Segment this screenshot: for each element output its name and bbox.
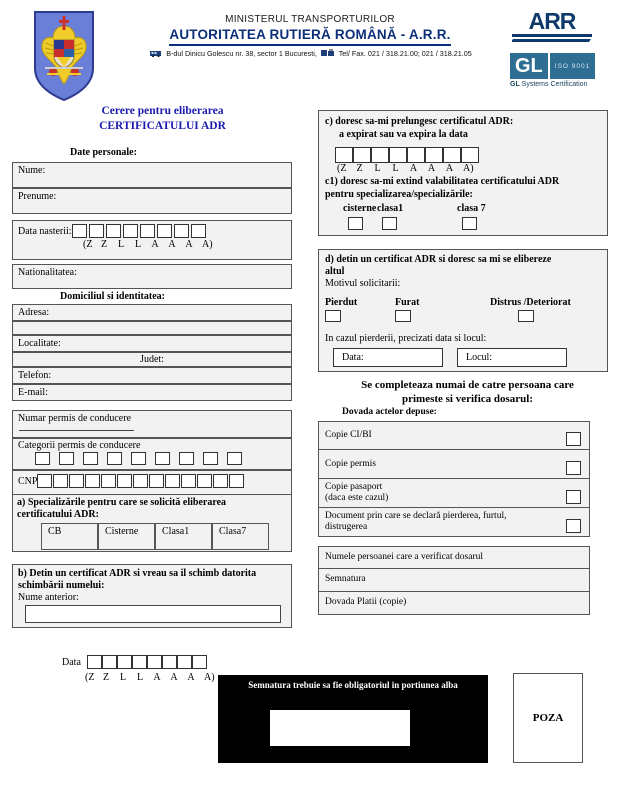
section-c1-option-checkbox[interactable] xyxy=(348,217,363,230)
form-title-line2: CERTIFICATULUI ADR xyxy=(99,120,226,132)
nume-label: Nume: xyxy=(18,165,46,176)
section-c-date-box[interactable] xyxy=(353,147,371,163)
section-d-option-label: Furat xyxy=(395,297,420,308)
verifier-row[interactable]: Semnatura xyxy=(318,569,590,592)
nationalitatea-label: Nationalitatea: xyxy=(18,267,77,278)
verifier-row[interactable]: Dovada Platii (copie) xyxy=(318,592,590,615)
judet-label: Judet: xyxy=(140,354,164,365)
footer-date-block xyxy=(62,655,207,669)
field-judet[interactable] xyxy=(12,352,292,367)
document-checkbox[interactable] xyxy=(566,490,581,504)
document-row[interactable] xyxy=(318,450,590,479)
section-c1-option[interactable] xyxy=(377,203,457,235)
document-label: Copie pasaport (daca este cazul) xyxy=(325,482,389,503)
field-adresa[interactable] xyxy=(12,304,292,321)
motivul-label: Motivul solicitarii: xyxy=(325,278,401,289)
contact-line xyxy=(120,49,500,59)
section-d-option-checkbox[interactable] xyxy=(395,310,411,322)
footer-date-box[interactable] xyxy=(147,655,162,669)
footer-date-format-char: A xyxy=(187,672,195,683)
date-format-char: A) xyxy=(202,239,213,250)
section-a-heading-line1: a) Specializările pentru care se solicită eliberarea xyxy=(17,497,227,508)
specialization-cell[interactable]: Cisterne xyxy=(98,523,155,550)
section-a-specializations-table[interactable] xyxy=(41,523,291,550)
document-row[interactable] xyxy=(318,479,590,508)
section-c1-option-checkbox[interactable] xyxy=(462,217,477,230)
romania-coat-of-arms-icon xyxy=(33,10,95,102)
section-a-heading-line2: certificatului ADR: xyxy=(17,509,99,520)
section-c-date-boxes[interactable] xyxy=(335,147,607,163)
footer-date-format-char: (Z xyxy=(85,672,95,683)
numar-permis-label: Numar permis de conducere xyxy=(18,413,132,424)
categorii-permis-label: Categorii permis de conducere xyxy=(18,440,141,451)
section-d-line2: altul xyxy=(325,266,345,277)
date-box[interactable] xyxy=(89,224,104,238)
document-label: Copie CI/BI xyxy=(325,430,372,440)
cnp-label: CNP xyxy=(18,475,38,487)
date-box[interactable] xyxy=(191,224,206,238)
office-heading-line1: Se completeaza numai de catre persoana care xyxy=(361,379,574,391)
field-email[interactable] xyxy=(12,384,292,401)
date-format-char: L xyxy=(134,239,142,250)
field-adresa-line2[interactable] xyxy=(12,321,292,335)
section-c1-option[interactable] xyxy=(343,203,377,235)
section-c1-options[interactable] xyxy=(319,203,607,235)
telefon-label: Telefon: xyxy=(18,370,52,381)
section-c1-option-checkbox[interactable] xyxy=(382,217,397,230)
cnp-boxes[interactable] xyxy=(37,474,244,488)
date-format-char: Z xyxy=(100,239,108,250)
specialization-cell[interactable]: CB xyxy=(41,523,98,550)
document-label: Document prin care se declară pierderea, furtul, distrugerea xyxy=(325,511,507,532)
photo-placeholder[interactable]: POZA xyxy=(513,673,583,763)
header-text-block xyxy=(120,14,500,59)
nume-anterior-input[interactable] xyxy=(25,605,281,623)
cnp-digit-box[interactable] xyxy=(149,474,164,488)
date-box[interactable] xyxy=(72,224,87,238)
data-nasterii-boxes[interactable] xyxy=(72,224,206,238)
cnp-digit-box[interactable] xyxy=(229,474,244,488)
loss-locul-input[interactable]: Locul: xyxy=(457,348,567,367)
section-c-format-char: A xyxy=(427,163,436,174)
field-prenume[interactable] xyxy=(12,188,292,214)
footer-date-label: Data xyxy=(62,656,81,668)
footer-date-box[interactable] xyxy=(87,655,102,669)
arr-logo xyxy=(512,10,592,44)
footer-date-box[interactable] xyxy=(132,655,147,669)
section-d-option-checkbox[interactable] xyxy=(325,310,341,322)
categorie-checkbox[interactable] xyxy=(131,452,146,465)
section-b xyxy=(12,564,292,628)
signature-white-area[interactable] xyxy=(270,710,410,746)
footer-date-format-char: A xyxy=(153,672,161,683)
date-box[interactable] xyxy=(140,224,155,238)
section-c-format-char: A) xyxy=(463,163,474,174)
data-nasterii-format-hint xyxy=(83,239,291,250)
section-c-date-box[interactable] xyxy=(461,147,479,163)
section-c-date-box[interactable] xyxy=(389,147,407,163)
field-nationalitatea[interactable] xyxy=(12,264,292,289)
cnp-digit-box[interactable] xyxy=(213,474,228,488)
categorie-checkbox[interactable] xyxy=(179,452,194,465)
footer-date-format-char: L xyxy=(119,672,127,683)
section-b-heading-line1: b) Detin un certificat ADR si vreau sa il schimb datorita xyxy=(18,568,257,579)
form-header xyxy=(0,0,620,100)
gl-logo-text: GL xyxy=(510,53,548,79)
date-box[interactable] xyxy=(157,224,172,238)
section-c-format-char: L xyxy=(392,163,399,174)
office-heading-line2: primeste si verifica dosarul: xyxy=(401,393,534,405)
verifier-rows[interactable] xyxy=(318,546,590,615)
categorie-checkbox[interactable] xyxy=(203,452,218,465)
loss-data-input[interactable]: Data: xyxy=(333,348,443,367)
gl-caption-rest: Systems Certification xyxy=(519,81,588,88)
gl-logo-caption xyxy=(510,81,598,88)
prenume-label: Prenume: xyxy=(18,191,57,202)
date-format-char: A xyxy=(168,239,176,250)
email-label: E-mail: xyxy=(18,387,48,398)
categorie-checkbox[interactable] xyxy=(83,452,98,465)
document-checkbox[interactable] xyxy=(566,519,581,533)
categorie-checkbox[interactable] xyxy=(35,452,50,465)
personal-data-heading: Date personale: xyxy=(70,147,137,158)
footer-date-box[interactable] xyxy=(162,655,177,669)
ministry-name: MINISTERUL TRANSPORTURILOR xyxy=(225,14,395,25)
loss-note: In cazul pierderii, precizati data si locul: xyxy=(325,333,487,344)
section-d-option[interactable] xyxy=(395,297,490,327)
cnp-digit-box[interactable] xyxy=(117,474,132,488)
documents-checklist[interactable] xyxy=(318,421,590,537)
categorie-checkbox[interactable] xyxy=(227,452,242,465)
date-format-char: A xyxy=(185,239,193,250)
data-nasterii-label: Data nasterii: xyxy=(18,225,72,237)
field-cnp[interactable] xyxy=(12,470,292,495)
section-c-line2: a expirat sau va expira la data xyxy=(339,129,468,140)
section-c-date-box[interactable] xyxy=(443,147,461,163)
arr-logo-swoosh xyxy=(512,38,592,44)
numar-permis-input-line[interactable] xyxy=(19,424,134,431)
field-data-nasterii[interactable] xyxy=(12,220,292,260)
cnp-digit-box[interactable] xyxy=(37,474,52,488)
section-c1-option-label: clasa1 xyxy=(377,203,404,214)
cnp-digit-box[interactable] xyxy=(53,474,68,488)
categorii-checkbox-row[interactable] xyxy=(35,452,291,465)
gl-iso-text: ISO 9001 xyxy=(550,53,595,79)
office-subheading: Dovada actelor depuse: xyxy=(342,407,437,417)
section-c1-line1: c1) doresc sa-mi extind valabilitatea certificatului ADR xyxy=(325,176,560,187)
document-row[interactable] xyxy=(318,421,590,450)
section-c-date-format-hint xyxy=(337,163,607,174)
gl-certification-logo xyxy=(510,53,598,88)
section-c-format-char: Z xyxy=(356,163,363,174)
building-icon xyxy=(150,49,162,59)
authority-name: AUTORITATEA RUTIERĂ ROMÂNĂ - A.R.R. xyxy=(169,27,450,46)
categorie-checkbox[interactable] xyxy=(107,452,122,465)
section-c-date-box[interactable] xyxy=(335,147,353,163)
section-d-option[interactable] xyxy=(490,297,600,327)
arr-logo-rule xyxy=(512,34,592,37)
document-label: Copie permis xyxy=(325,458,376,469)
section-c-date-box[interactable] xyxy=(407,147,425,163)
verifier-row[interactable]: Numele persoanei care a verificat dosarul xyxy=(318,546,590,569)
address-text: B-dul Dinicu Golescu nr. 38, sector 1 Bucuresti, xyxy=(166,49,317,58)
section-c-line1: c) doresc sa-mi prelungesc certificatul ADR: xyxy=(325,116,514,127)
footer-date-format-char: Z xyxy=(102,672,110,683)
section-c1-option[interactable] xyxy=(457,203,542,235)
footer-date-box[interactable] xyxy=(102,655,117,669)
form-title-line1: Cerere pentru eliberarea xyxy=(101,105,224,117)
cnp-digit-box[interactable] xyxy=(165,474,180,488)
document-checkbox[interactable] xyxy=(566,432,581,446)
adresa-label: Adresa: xyxy=(18,307,50,318)
date-format-char: L xyxy=(117,239,125,250)
section-d-option-label: Distrus /Deteriorat xyxy=(490,297,571,308)
specialization-cell[interactable]: Clasa1 xyxy=(155,523,212,550)
signature-notice: Semnatura trebuie sa fie obligatoriul in portiunea alba xyxy=(248,680,458,690)
nume-anterior-label: Nume anterior: xyxy=(18,592,79,603)
date-box[interactable] xyxy=(123,224,138,238)
field-telefon[interactable] xyxy=(12,367,292,384)
cnp-digit-box[interactable] xyxy=(85,474,100,488)
section-c-date-box[interactable] xyxy=(425,147,443,163)
section-c-format-char: (Z xyxy=(337,163,347,174)
document-row[interactable] xyxy=(318,508,590,537)
phone-fax-icon xyxy=(321,49,335,59)
field-localitate[interactable] xyxy=(12,335,292,352)
date-box[interactable] xyxy=(174,224,189,238)
footer-date-box[interactable] xyxy=(192,655,207,669)
section-a xyxy=(12,494,292,552)
specialization-cell[interactable]: Clasa7 xyxy=(212,523,269,550)
section-c1-option-label: clasa 7 xyxy=(457,203,486,214)
office-section-heading xyxy=(330,378,605,417)
section-c-format-char: A xyxy=(409,163,418,174)
categorie-checkbox[interactable] xyxy=(155,452,170,465)
phone-text: Tel/ Fax. 021 / 318.21.00; 021 / 318.21.05 xyxy=(338,49,472,58)
footer-date-box[interactable] xyxy=(117,655,132,669)
field-numar-permis[interactable] xyxy=(12,410,292,438)
date-format-char: (Z xyxy=(83,239,93,250)
document-checkbox[interactable] xyxy=(566,461,581,475)
gl-caption-bold: GL xyxy=(510,81,520,88)
section-d-option-checkbox[interactable] xyxy=(518,310,534,322)
localitate-label: Localitate: xyxy=(18,338,61,349)
form-title xyxy=(55,104,270,134)
section-d-options[interactable] xyxy=(319,297,607,327)
cnp-digit-box[interactable] xyxy=(101,474,116,488)
footer-date-boxes[interactable] xyxy=(87,655,207,669)
cnp-digit-box[interactable] xyxy=(69,474,84,488)
section-d-line1: d) detin un certificat ADR si doresc sa mi se elibereze xyxy=(325,254,552,265)
cnp-digit-box[interactable] xyxy=(181,474,196,488)
footer-date-format-char: A xyxy=(170,672,178,683)
loss-details-row xyxy=(319,348,607,367)
arr-logo-text: ARR xyxy=(528,8,576,34)
footer-date-format-char: L xyxy=(136,672,144,683)
categorie-checkbox[interactable] xyxy=(59,452,74,465)
footer-date-format-char: A) xyxy=(204,672,215,683)
section-d xyxy=(318,249,608,372)
section-d-option[interactable] xyxy=(325,297,395,327)
section-c1-line2: pentru specializarea/specializările: xyxy=(325,189,473,200)
section-c1-option-label: cisterne xyxy=(343,203,377,214)
field-nume[interactable] xyxy=(12,162,292,188)
field-categorii-permis[interactable] xyxy=(12,438,292,470)
section-c-format-char: A xyxy=(445,163,454,174)
section-c-date-box[interactable] xyxy=(371,147,389,163)
date-format-char: A xyxy=(151,239,159,250)
section-c-format-char: L xyxy=(374,163,381,174)
domicile-heading: Domiciliul si identitatea: xyxy=(60,291,165,302)
cnp-digit-box[interactable] xyxy=(197,474,212,488)
cnp-digit-box[interactable] xyxy=(133,474,148,488)
footer-date-box[interactable] xyxy=(177,655,192,669)
footer-date-format-hint xyxy=(85,672,215,683)
section-d-option-label: Pierdut xyxy=(325,297,358,308)
section-b-heading-line2: schimbării numelui: xyxy=(18,580,105,591)
section-c xyxy=(318,110,608,236)
date-box[interactable] xyxy=(106,224,121,238)
